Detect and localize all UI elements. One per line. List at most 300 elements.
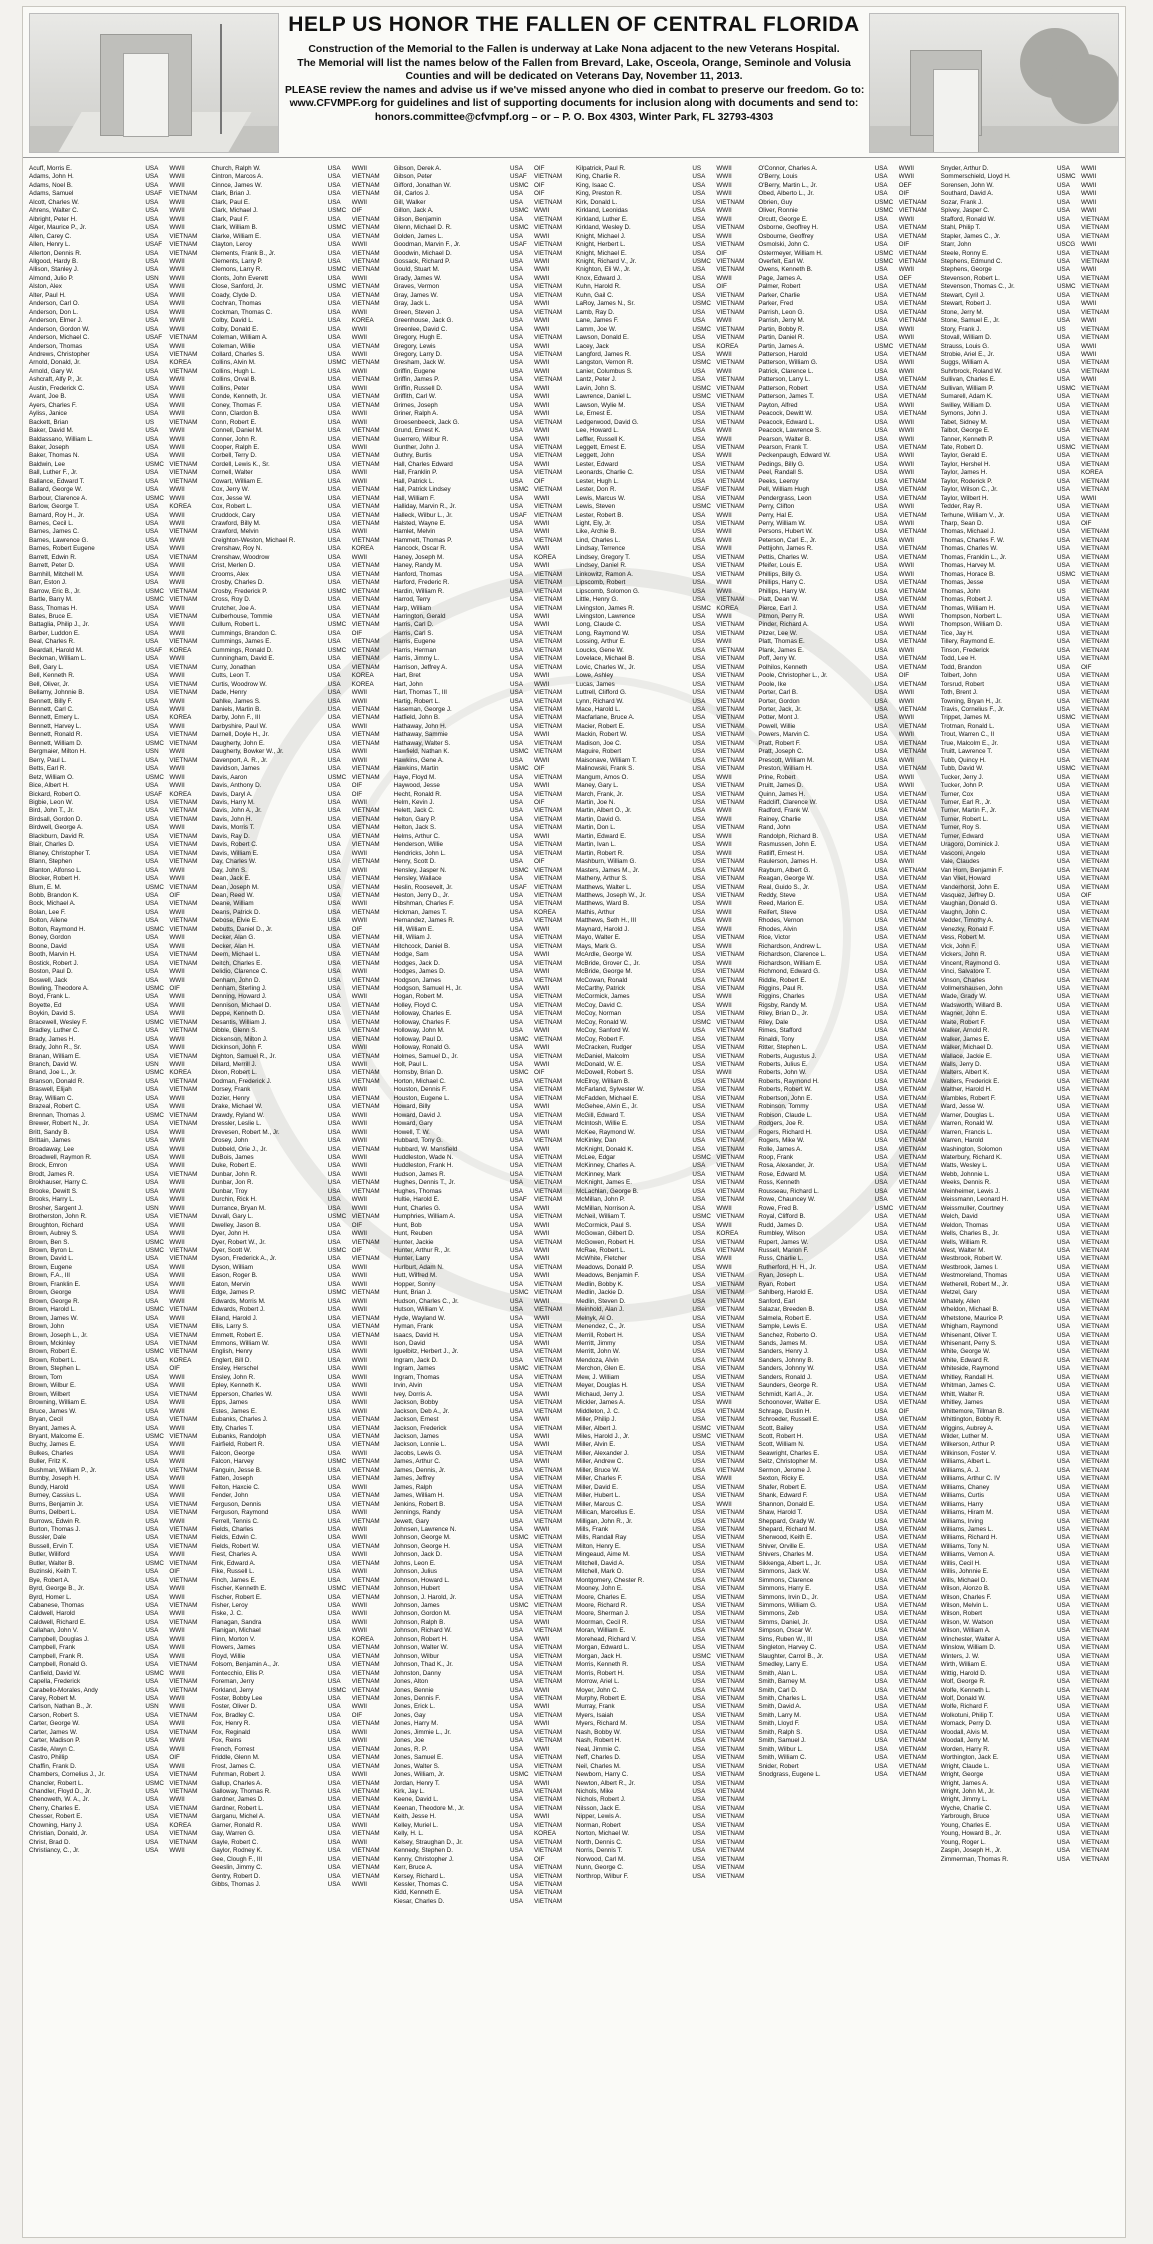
conflict-text: VIETNAM xyxy=(351,190,380,198)
name-entry xyxy=(394,1780,572,1788)
conflict-text: VIETNAM xyxy=(898,984,927,992)
name-entry xyxy=(29,224,207,232)
name-entry xyxy=(576,1763,754,1771)
branch-text: USA xyxy=(145,908,159,916)
conflict-text: VIETNAM xyxy=(1080,410,1109,418)
conflict-text: VIETNAM xyxy=(169,367,198,375)
conflict-text: VIETNAM xyxy=(533,849,562,857)
name-entry xyxy=(758,419,936,427)
branch-text: USA xyxy=(692,181,706,189)
conflict-text: VIETNAM xyxy=(1080,452,1109,460)
name-entry xyxy=(576,317,754,325)
name-text: Helton, Gary P. xyxy=(393,815,436,823)
conflict-text: VIETNAM xyxy=(1080,1525,1109,1533)
conflict-text: VIETNAM xyxy=(533,1804,562,1812)
branch-text: USA xyxy=(692,1001,706,1009)
branch-text: USA xyxy=(145,672,159,680)
conflict-text: VIETNAM xyxy=(351,942,380,950)
conflict-text: WWII xyxy=(169,604,185,612)
name-text: Mills, Frank xyxy=(575,1525,609,1533)
name-entry xyxy=(941,1670,1119,1678)
name-text: Yarbrough, Bruce xyxy=(940,1813,990,1821)
name-entry xyxy=(394,1763,572,1771)
name-entry xyxy=(576,850,754,858)
name-text: Roberts, Julius E. xyxy=(758,1061,808,1069)
branch-text: USA xyxy=(692,917,706,925)
branch-text: USA xyxy=(509,1010,523,1018)
conflict-text: VIETNAM xyxy=(169,190,198,198)
name-text: Whitley, James xyxy=(940,1399,983,1407)
branch-text: USA xyxy=(874,503,888,511)
conflict-text: VIETNAM xyxy=(1080,545,1109,553)
conflict-text: VIETNAM xyxy=(898,1196,927,1204)
branch-text: USMC xyxy=(327,1289,347,1297)
names-column xyxy=(211,165,389,2227)
conflict-text: VIETNAM xyxy=(533,1373,562,1381)
branch-text: USA xyxy=(692,376,706,384)
name-entry xyxy=(29,1010,207,1018)
name-text: Birdsall, Gordon D. xyxy=(29,815,83,823)
conflict-text: VIETNAM xyxy=(1080,1500,1109,1508)
name-entry xyxy=(576,275,754,283)
branch-text: USA xyxy=(874,951,888,959)
name-text: Masters, James M., Jr. xyxy=(575,866,640,874)
branch-text: USA xyxy=(509,1466,523,1474)
name-text: Prine, Robert xyxy=(758,773,796,781)
name-entry xyxy=(29,807,207,815)
name-entry xyxy=(211,1703,389,1711)
conflict-text: VIETNAM xyxy=(716,1238,745,1246)
name-text: Uragoro, Dominick J. xyxy=(940,841,1000,849)
conflict-text: VIETNAM xyxy=(716,1762,745,1770)
name-text: Piatt, Dean W. xyxy=(758,596,799,604)
name-text: Arnold, Gary W. xyxy=(29,367,74,375)
branch-text: USA xyxy=(874,1492,888,1500)
name-entry xyxy=(576,748,754,756)
name-text: Anderson, Don L. xyxy=(29,308,79,316)
branch-text: USA xyxy=(327,765,341,773)
name-entry xyxy=(941,233,1119,241)
name-entry xyxy=(29,1501,207,1509)
name-text: Hodges, Jack D. xyxy=(393,959,440,967)
name-entry xyxy=(758,1036,936,1044)
name-entry xyxy=(758,807,936,815)
name-text: Hughes, Dennis T., Jr. xyxy=(393,1179,456,1187)
name-entry xyxy=(211,275,389,283)
name-entry xyxy=(576,884,754,892)
conflict-text: VIETNAM xyxy=(169,917,198,925)
name-entry xyxy=(941,1196,1119,1204)
branch-text: USA xyxy=(509,1458,523,1466)
name-text: Williams, Irving xyxy=(940,1517,983,1525)
branch-text: USA xyxy=(327,706,341,713)
name-entry xyxy=(211,1069,389,1077)
conflict-text: VIETNAM xyxy=(898,1669,927,1677)
name-text: Starr, John xyxy=(940,241,972,249)
branch-text: USA xyxy=(509,1559,523,1567)
branch-text: USA xyxy=(509,1509,523,1517)
branch-text: USA xyxy=(874,1509,888,1517)
name-entry xyxy=(29,647,207,655)
conflict-text: VIETNAM xyxy=(716,1838,745,1846)
name-text: Perry, William W. xyxy=(758,520,806,528)
name-text: Blanton, Alfonso L. xyxy=(29,866,82,874)
name-text: Fields, Charles xyxy=(211,1525,254,1533)
name-entry xyxy=(394,1653,572,1661)
name-entry xyxy=(29,1044,207,1052)
branch-text: USA xyxy=(509,266,523,274)
name-entry xyxy=(211,1120,389,1128)
name-text: Richardson, Andrew L. xyxy=(758,942,822,950)
conflict-text: VIETNAM xyxy=(1080,1813,1109,1821)
conflict-text: VIETNAM xyxy=(533,1771,562,1779)
conflict-text: WWII xyxy=(533,1525,550,1533)
branch-text: USA xyxy=(1056,376,1070,384)
conflict-text: WWII xyxy=(351,553,368,561)
branch-text: USA xyxy=(509,1103,523,1111)
name-entry xyxy=(29,1399,207,1407)
name-entry xyxy=(29,1509,207,1517)
name-text: Dighton, Samuel R., Jr. xyxy=(211,1052,277,1060)
branch-text: USA xyxy=(874,1568,888,1576)
branch-text: USA xyxy=(509,925,523,933)
conflict-text: VIETNAM xyxy=(716,790,745,798)
conflict-text: VIETNAM xyxy=(351,1323,380,1331)
name-entry xyxy=(29,824,207,832)
name-text: Van Horn, Benjamin F. xyxy=(940,866,1004,874)
name-entry xyxy=(941,359,1119,367)
name-entry xyxy=(29,1137,207,1145)
name-text: Vasquez, Jeffrey D. xyxy=(940,891,996,899)
names-columns xyxy=(29,165,1119,2227)
branch-text: USA xyxy=(509,1661,523,1669)
name-entry xyxy=(29,1247,207,1255)
name-text: Bolan, Lee F. xyxy=(29,908,66,916)
name-text: Gregory, Lewis xyxy=(393,342,436,350)
conflict-text: WWII xyxy=(351,1728,368,1736)
name-entry xyxy=(941,1501,1119,1509)
branch-text: USA xyxy=(145,325,159,333)
branch-text: USA xyxy=(509,1314,523,1322)
name-entry xyxy=(576,1864,754,1872)
conflict-text: OIF xyxy=(351,790,363,798)
conflict-text: WWII xyxy=(169,1492,185,1500)
name-entry xyxy=(394,1534,572,1542)
branch-text: USA xyxy=(509,283,523,291)
conflict-text: VIETNAM xyxy=(351,342,380,350)
conflict-text: VIETNAM xyxy=(716,1331,745,1339)
name-entry xyxy=(29,1112,207,1120)
name-entry xyxy=(29,199,207,207)
name-entry xyxy=(576,621,754,629)
branch-text: USA xyxy=(327,858,341,866)
conflict-text: VIETNAM xyxy=(716,469,745,477)
branch-text: USA xyxy=(327,1745,341,1753)
conflict-text: VIETNAM xyxy=(351,1830,380,1838)
name-entry xyxy=(29,867,207,875)
name-entry xyxy=(758,960,936,968)
name-text: Turner, Earl R., Jr. xyxy=(940,798,992,806)
name-text: Baker, Thomas N. xyxy=(29,452,80,460)
conflict-text: WWII xyxy=(716,215,732,223)
conflict-text: VIETNAM xyxy=(1080,1255,1109,1263)
conflict-text: VIETNAM xyxy=(898,1187,927,1195)
branch-text: USA xyxy=(692,1441,706,1449)
conflict-text: WWII xyxy=(1080,207,1097,215)
name-entry xyxy=(211,1518,389,1526)
name-entry xyxy=(576,1095,754,1103)
branch-text: USA xyxy=(874,917,888,925)
name-text: Anderson, Elmer J. xyxy=(29,317,83,325)
branch-text: USA xyxy=(1056,1407,1070,1415)
name-text: Rimes, Stafford xyxy=(758,1027,802,1035)
branch-text: USA xyxy=(1056,1069,1070,1077)
name-entry xyxy=(576,1703,754,1711)
conflict-text: WWII xyxy=(898,714,915,722)
name-entry xyxy=(29,993,207,1001)
name-entry xyxy=(758,1179,936,1187)
name-text: Simmons, Harry E. xyxy=(758,1585,812,1593)
name-entry xyxy=(758,1458,936,1466)
conflict-text: VIETNAM xyxy=(716,1593,745,1601)
conflict-text: VIETNAM xyxy=(169,1052,198,1060)
conflict-text: VIETNAM xyxy=(716,1086,745,1094)
name-text: Daugherty, Bowker W., Jr. xyxy=(211,748,284,756)
conflict-text: VIETNAM xyxy=(533,689,562,697)
name-entry xyxy=(576,224,754,232)
name-entry xyxy=(394,410,572,418)
name-entry xyxy=(394,1002,572,1010)
name-entry xyxy=(394,850,572,858)
branch-text: USA xyxy=(874,714,888,722)
branch-text: USA xyxy=(145,1416,159,1424)
name-text: DuBois, James xyxy=(211,1154,254,1162)
conflict-text: WWII xyxy=(351,1356,368,1364)
conflict-text: WWII xyxy=(1080,376,1097,384)
name-text: Arnold, Donald, Jr. xyxy=(29,359,81,367)
name-entry xyxy=(394,1078,572,1086)
name-text: Winters, J. W. xyxy=(940,1652,980,1660)
name-entry xyxy=(211,545,389,553)
conflict-text: WWII xyxy=(169,1762,185,1770)
name-text: Crosby, Charles D. xyxy=(211,579,265,587)
conflict-text: VIETNAM xyxy=(898,900,927,908)
conflict-text: VIETNAM xyxy=(351,1001,380,1009)
branch-text: USA xyxy=(145,891,159,899)
branch-text: USA xyxy=(509,942,523,950)
conflict-text: VIETNAM xyxy=(533,224,562,232)
name-entry xyxy=(29,774,207,782)
branch-text: USA xyxy=(145,1196,159,1204)
branch-text: USA xyxy=(1056,393,1070,401)
name-text: Lovic, Charles W., Jr. xyxy=(575,663,636,671)
branch-text: USA xyxy=(874,1052,888,1060)
name-entry xyxy=(941,596,1119,604)
name-text: Barrett, Edwin R. xyxy=(29,553,77,561)
conflict-text: VIETNAM xyxy=(716,629,745,637)
conflict-text: VIETNAM xyxy=(1080,1137,1109,1145)
name-text: Wirth, William E. xyxy=(940,1661,987,1669)
name-entry xyxy=(941,799,1119,807)
branch-text: USA xyxy=(145,807,159,815)
name-text: Schrage, Dustin H. xyxy=(758,1407,812,1415)
name-text: Drevesen, Robert M., Jr. xyxy=(211,1128,280,1136)
conflict-text: VIETNAM xyxy=(169,528,198,536)
conflict-text: WWII xyxy=(169,435,185,443)
name-entry xyxy=(758,740,936,748)
branch-text: USA xyxy=(692,520,706,528)
conflict-text: VIETNAM xyxy=(716,1170,745,1178)
conflict-text: VIETNAM xyxy=(898,925,927,933)
name-text: Burney, Cassius L. xyxy=(29,1492,82,1500)
name-text: McNeil, William T. xyxy=(575,1213,626,1221)
conflict-text: VIETNAM xyxy=(1080,1306,1109,1314)
branch-text: USA xyxy=(145,638,159,646)
branch-text: USA xyxy=(1056,782,1070,790)
branch-text: USA xyxy=(327,1771,341,1779)
name-text: Thomas, Michael J. xyxy=(940,528,996,536)
name-entry xyxy=(211,1171,389,1179)
branch-text: USA xyxy=(1056,1238,1070,1246)
name-entry xyxy=(29,1323,207,1331)
conflict-text: VIETNAM xyxy=(1080,1804,1109,1812)
name-text: Swilley, William D. xyxy=(940,401,992,409)
branch-text: USA xyxy=(509,536,523,544)
branch-text: USA xyxy=(145,1551,159,1559)
name-text: Howard, David J. xyxy=(393,1111,442,1119)
name-text: Golden, James L. xyxy=(393,232,444,240)
branch-text: USA xyxy=(874,680,888,688)
conflict-text: WWII xyxy=(716,1255,732,1263)
branch-text: USA xyxy=(145,1145,159,1153)
name-entry xyxy=(941,951,1119,959)
name-entry xyxy=(29,1653,207,1661)
branch-text: USA xyxy=(874,165,888,172)
conflict-text: VIETNAM xyxy=(716,646,745,654)
conflict-text: VIETNAM xyxy=(1080,1855,1109,1863)
name-entry xyxy=(394,1746,572,1754)
name-text: Leffler, Russell K. xyxy=(575,435,625,443)
branch-text: USA xyxy=(874,1737,888,1745)
branch-text: USA xyxy=(145,520,159,528)
name-text: White, Edward R. xyxy=(940,1356,990,1364)
branch-text: USA xyxy=(145,1542,159,1550)
conflict-text: WWII xyxy=(533,325,550,333)
name-text: Chancler, Robert L. xyxy=(29,1779,84,1787)
branch-text: USA xyxy=(509,376,523,384)
branch-text: USA xyxy=(145,1585,159,1593)
conflict-text: VIETNAM xyxy=(716,1864,745,1872)
branch-text: USA xyxy=(327,934,341,942)
name-entry xyxy=(941,452,1119,460)
name-text: Turner, Martin F., Jr. xyxy=(940,807,997,815)
branch-text: USA xyxy=(874,773,888,781)
conflict-text: VIETNAM xyxy=(716,570,745,578)
name-text: Weeks, Dennis R. xyxy=(940,1179,991,1187)
name-text: Gil, Carlos J. xyxy=(393,190,430,198)
name-text: Reed, Marion E. xyxy=(758,900,804,908)
name-text: King, Charlie R. xyxy=(575,173,621,181)
name-text: Kersey, Richard L. xyxy=(393,1872,445,1880)
name-text: Little, Henry G. xyxy=(575,596,618,604)
name-text: Bennett, Carl C. xyxy=(29,706,74,713)
branch-text: USA xyxy=(874,1196,888,1204)
conflict-text: WWII xyxy=(169,1297,185,1305)
branch-text: USA xyxy=(327,190,341,198)
conflict-text: VIETNAM xyxy=(169,1466,198,1474)
conflict-text: VIETNAM xyxy=(716,1635,745,1643)
name-entry xyxy=(29,714,207,722)
name-text: Sanders, Henry J. xyxy=(758,1348,809,1356)
name-text: Miller, Andrew C. xyxy=(575,1458,624,1466)
conflict-text: VIETNAM xyxy=(1080,486,1109,494)
name-entry xyxy=(29,359,207,367)
conflict-text: WWII xyxy=(533,545,550,553)
name-entry xyxy=(576,207,754,215)
branch-text: USA xyxy=(874,1263,888,1271)
name-entry xyxy=(29,1078,207,1086)
conflict-text: VIETNAM xyxy=(1080,1745,1109,1753)
branch-text: USA xyxy=(1056,410,1070,418)
conflict-text: VIETNAM xyxy=(1080,1492,1109,1500)
branch-text: USA xyxy=(327,1035,341,1043)
conflict-text: VIETNAM xyxy=(1080,1618,1109,1626)
name-text: Ballard, George W. xyxy=(29,486,83,494)
name-entry xyxy=(758,858,936,866)
conflict-text: VIETNAM xyxy=(898,1238,927,1246)
name-entry xyxy=(394,1332,572,1340)
conflict-text: VIETNAM xyxy=(898,638,927,646)
conflict-text: VIETNAM xyxy=(533,1137,562,1145)
name-entry xyxy=(394,1543,572,1551)
branch-text: USA xyxy=(327,1120,341,1128)
name-entry xyxy=(394,807,572,815)
name-entry xyxy=(941,757,1119,765)
name-entry xyxy=(941,427,1119,435)
name-entry xyxy=(394,275,572,283)
name-entry xyxy=(394,1348,572,1356)
branch-text: USA xyxy=(874,1306,888,1314)
name-entry xyxy=(758,1416,936,1424)
branch-text: USA xyxy=(327,1644,341,1652)
name-text: Lossing, Arthur E. xyxy=(575,638,626,646)
conflict-text: VIETNAM xyxy=(533,1576,562,1584)
branch-text: USA xyxy=(1056,367,1070,375)
conflict-text: WWII xyxy=(716,807,732,815)
name-text: Schmidt, Karl A., Jr. xyxy=(758,1390,814,1398)
conflict-text: VIETNAM xyxy=(169,1348,198,1356)
conflict-text: VIETNAM xyxy=(1080,1559,1109,1567)
conflict-text: WWII xyxy=(169,317,185,325)
name-text: Goodman, Marvin F., Jr. xyxy=(393,241,461,249)
conflict-text: VIETNAM xyxy=(716,1627,745,1635)
name-entry xyxy=(211,1399,389,1407)
name-text: Dean, Jack E. xyxy=(211,875,251,883)
name-text: Wilson, William A. xyxy=(940,1627,991,1635)
name-text: Caldwell, Harold xyxy=(29,1610,75,1618)
name-text: Rowe, Fred B. xyxy=(758,1204,799,1212)
name-text: Gifford, Jonathan W. xyxy=(393,181,451,189)
conflict-text: OIF xyxy=(533,1855,545,1863)
name-text: Davis, Morris T. xyxy=(211,824,255,832)
branch-text: USA xyxy=(692,241,706,249)
name-entry xyxy=(394,841,572,849)
name-text: O'Berry, Martin L., Jr. xyxy=(758,181,818,189)
branch-text: USA xyxy=(874,241,888,249)
branch-text: USA xyxy=(874,1644,888,1652)
name-entry xyxy=(576,1002,754,1010)
branch-text: USA xyxy=(874,1365,888,1373)
